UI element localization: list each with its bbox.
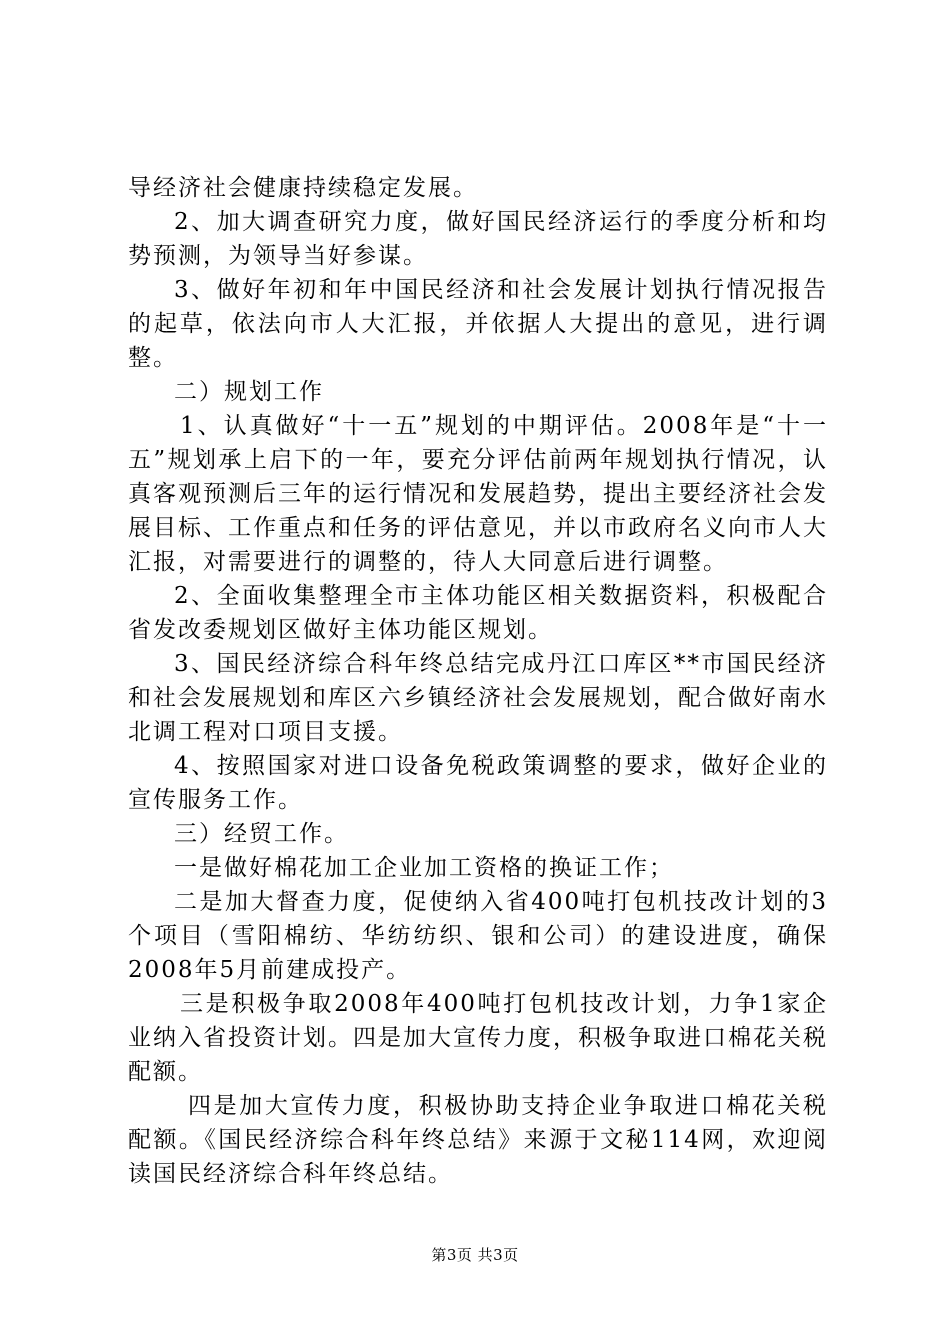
paragraph-1: 导经济社会健康持续稳定发展。 [128,175,478,201]
paragraph-7: 3、国民经济综合科年终总结完成丹江口库区**市国民经济和社会发展规划和库区六乡镇经济社会发展规划，配合做好南水北调工程对口项目支援。 [128,651,828,745]
section-heading-planning: 二）规划工作 [174,379,324,405]
paragraph-6: 2、全面收集整理全市主体功能区相关数据资料，积极配合省发改委规划区做好主体功能区规划。 [128,583,828,643]
page-number: 第3页 共3页 [431,1246,519,1264]
paragraph-13: 四是加大宣传力度，积极协助支持企业争取进口棉花关税配额。《国民经济综合科年终总结》来源于文秘114网，欢迎阅读国民经济综合科年终总结。 [128,1093,828,1187]
paragraph-10: 一是做好棉花加工企业加工资格的换证工作； [174,855,674,881]
paragraph-11: 二是加大督查力度，促使纳入省400吨打包机技改计划的3个项目（雪阳棉纺、华纺纺织、银和公司）的建设进度，确保2008年5月前建成投产。 [128,889,828,983]
paragraph-8: 4、按照国家对进口设备免税政策调整的要求，做好企业的宣传服务工作。 [128,753,828,813]
document-body [128,171,828,1191]
page-footer [0,1244,950,1265]
paragraph-12: 三是积极争取2008年400吨打包机技改计划，力争1家企业纳入省投资计划。四是加大宣传力度，积极争取进口棉花关税配额。 [128,991,828,1085]
paragraph-2: 2、加大调查研究力度，做好国民经济运行的季度分析和均势预测，为领导当好参谋。 [128,209,828,269]
paragraph-5: 1、认真做好“十一五”规划的中期评估。2008年是“十一五”规划承上启下的一年，要充分评估前两年规划执行情况，认真客观预测后三年的运行情况和发展趋势，提出主要经济社会发展目标、工作重点和任务的评估意见，并以市政府名义向市人大汇报，对需要进行的调整的，待人大同意后进行调整。 [128,413,828,575]
paragraph-3: 3、做好年初和年中国民经济和社会发展计划执行情况报告的起草，依法向市人大汇报，并依据人大提出的意见，进行调整。 [128,277,828,371]
section-heading-trade: 三）经贸工作。 [174,821,349,847]
